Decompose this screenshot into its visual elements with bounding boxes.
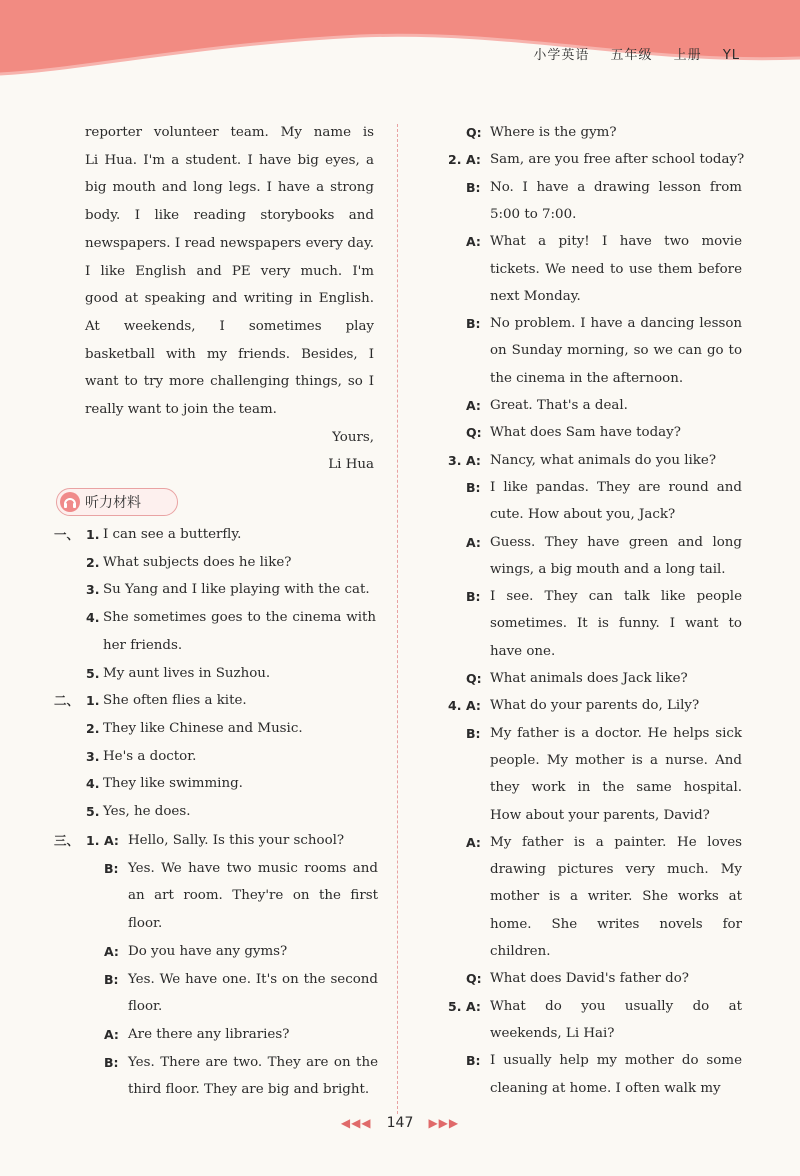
- letter-line: At weekends, I sometimes play: [85, 318, 374, 334]
- prev-arrows-icon: ◀◀◀: [340, 1116, 372, 1130]
- item-number: 2.: [86, 554, 100, 570]
- letter-closing: Yours,: [332, 429, 374, 445]
- speaker-label: A:: [466, 698, 481, 714]
- dialog-text: tickets. We need to use them before: [490, 261, 742, 277]
- dialog-text: sometimes. It is funny. I want to: [490, 616, 742, 632]
- dialog-text: wings, a big mouth and a long tail.: [490, 561, 726, 577]
- dialog-number: 3.: [448, 452, 462, 468]
- item-text: He's a doctor.: [103, 748, 197, 764]
- dialog-text: I see. They can talk like people: [490, 589, 742, 605]
- speaker-label: A:: [104, 1026, 119, 1042]
- speaker-label: B:: [466, 1053, 481, 1069]
- dialog-text: How about your parents, David?: [490, 807, 710, 823]
- dialog-text: an art room. They're on the first: [128, 888, 378, 904]
- speaker-label: B:: [104, 1054, 119, 1070]
- dialog-text: What do you usually do at: [490, 998, 742, 1014]
- letter-line: Li Hua. I'm a student. I have big eyes, a: [85, 152, 374, 168]
- speaker-label: A:: [466, 998, 481, 1014]
- dialog-text: cute. How about you, Jack?: [490, 507, 676, 523]
- speaker-label: A:: [104, 943, 119, 959]
- dialog-text: weekends, Li Hai?: [490, 1025, 615, 1041]
- part-two-label: 二、: [54, 693, 80, 709]
- dialog-text: have one.: [490, 643, 556, 659]
- item-text: Yes, he does.: [103, 804, 191, 819]
- letter-line: basketball with my friends. Besides, I: [85, 346, 374, 362]
- dialog-text: cleaning at home. I often walk my: [490, 1080, 721, 1096]
- item-number: 3.: [86, 582, 100, 598]
- header-subject: 小学英语: [533, 48, 590, 63]
- part-three-label: 三、: [54, 833, 80, 848]
- dialog-text: drawing pictures very much. My: [490, 862, 742, 878]
- dialog-text: What does Sam have today?: [490, 425, 681, 441]
- letter-line: newspapers. I read newspapers every day.: [85, 235, 374, 251]
- section-title: 听力材料: [85, 495, 141, 511]
- dialog-text: Where is the gym?: [490, 125, 617, 140]
- dialog-text: 5:00 to 7:00.: [490, 206, 577, 222]
- dialog-text: What does David's father do?: [490, 971, 689, 987]
- next-arrows-icon: ▶▶▶: [428, 1116, 460, 1130]
- item-number: 4.: [86, 776, 100, 792]
- dialog-text: mother is a writer. She works at: [490, 889, 742, 905]
- dialog-text: What animals does Jack like?: [490, 671, 688, 686]
- dialog-text: No. I have a drawing lesson from: [490, 179, 742, 195]
- dialog-text: on Sunday morning, so we can go to: [490, 343, 742, 359]
- column-divider: [397, 124, 398, 1114]
- dialog-text: Yes. We have one. It's on the second: [128, 971, 378, 987]
- item-text: Su Yang and I like playing with the cat.: [103, 582, 370, 598]
- dialog-text: they work in the same hospital.: [490, 780, 742, 796]
- header-volume: 上册: [673, 48, 702, 63]
- dialog-text: Sam, are you free after school today?: [490, 152, 745, 168]
- dialog-text: Great. That's a deal.: [490, 398, 628, 413]
- dialog-text: Yes. There are two. They are on the: [128, 1054, 378, 1070]
- dialog-text: I like pandas. They are round and: [490, 479, 742, 495]
- dialog-number: 2.: [448, 152, 462, 168]
- speaker-label: B:: [466, 589, 481, 605]
- speaker-label: Q:: [466, 671, 482, 686]
- item-number: 1.: [86, 693, 100, 709]
- speaker-label: A:: [466, 834, 481, 850]
- dialog-text: No problem. I have a dancing lesson: [490, 316, 742, 332]
- item-text: I can see a butterfly.: [103, 527, 242, 542]
- speaker-label: A:: [466, 534, 481, 550]
- letter-line: big mouth and long legs. I have a strong: [85, 180, 374, 196]
- dialog-text: home. She writes novels for: [490, 916, 742, 932]
- dialog-text: Hello, Sally. Is this your school?: [128, 833, 345, 848]
- letter-line: body. I like reading storybooks and: [85, 208, 374, 224]
- speaker-label: Q:: [466, 425, 482, 441]
- letter-line: really want to join the team.: [85, 402, 277, 417]
- speaker-label: A:: [466, 398, 481, 413]
- speaker-label: B:: [466, 479, 481, 495]
- speaker-label: B:: [104, 971, 119, 987]
- dialog-number: 1.: [86, 833, 100, 848]
- dialog-text: Are there any libraries?: [128, 1026, 290, 1042]
- dialog-text: Nancy, what animals do you like?: [490, 452, 716, 468]
- speaker-label: B:: [104, 860, 119, 876]
- part-one-label: 一、: [54, 527, 80, 542]
- speaker-label: A:: [466, 452, 481, 468]
- dialog-text: next Monday.: [490, 288, 581, 304]
- dialog-text: Guess. They have green and long: [490, 534, 742, 550]
- item-number: 2.: [86, 720, 100, 736]
- dialog-number: 4.: [448, 698, 462, 714]
- page-number: 147: [386, 1115, 414, 1131]
- dialog-text: Do you have any gyms?: [128, 943, 288, 959]
- footer: [0, 1112, 800, 1131]
- item-number: 4.: [86, 610, 100, 626]
- speaker-label: B:: [466, 725, 481, 741]
- dialog-text: children.: [490, 944, 551, 959]
- item-number: 5.: [86, 804, 100, 819]
- letter-signature: Li Hua: [328, 457, 374, 473]
- speaker-label: B:: [466, 179, 481, 195]
- header-grade: 五年级: [610, 48, 653, 63]
- item-text: She often flies a kite.: [103, 693, 247, 709]
- speaker-label: A:: [466, 152, 481, 168]
- listening-section-tag: [56, 488, 178, 516]
- speaker-label: Q:: [466, 971, 482, 987]
- dialog-text: floor.: [128, 916, 163, 932]
- item-text: What subjects does he like?: [103, 554, 292, 570]
- letter-line: I like English and PE very much. I'm: [85, 263, 374, 279]
- speaker-label: A:: [104, 833, 119, 848]
- item-number: 5.: [86, 665, 100, 681]
- dialog-text: Yes. We have two music rooms and: [128, 860, 378, 876]
- item-number: 1.: [86, 527, 100, 542]
- dialog-text: third floor. They are big and bright.: [128, 1082, 370, 1098]
- item-text: They like Chinese and Music.: [103, 720, 303, 736]
- dialog-text: people. My mother is a nurse. And: [490, 752, 742, 768]
- item-number: 3.: [86, 748, 100, 764]
- dialog-number: 5.: [448, 998, 462, 1014]
- speaker-label: A:: [466, 234, 481, 250]
- letter-line: good at speaking and writing in English.: [85, 291, 374, 307]
- speaker-label: B:: [466, 316, 481, 332]
- dialog-text: What do your parents do, Lily?: [490, 698, 700, 714]
- dialog-text: My father is a doctor. He helps sick: [490, 725, 742, 741]
- item-text: My aunt lives in Suzhou.: [103, 665, 271, 681]
- letter-line: reporter volunteer team. My name is: [85, 125, 374, 140]
- headphones-icon: [60, 492, 80, 512]
- item-text: They like swimming.: [103, 776, 243, 792]
- header-title: [523, 44, 740, 63]
- dialog-text: floor.: [128, 999, 163, 1015]
- dialog-text: My father is a painter. He loves: [490, 834, 742, 850]
- item-text: She sometimes goes to the cinema with: [103, 610, 376, 626]
- header-band: [0, 0, 800, 80]
- header-edition: YL: [722, 48, 740, 63]
- item-text: her friends.: [103, 637, 183, 653]
- dialog-text: I usually help my mother do some: [490, 1053, 742, 1069]
- letter-line: want to try more challenging things, so I: [85, 374, 374, 390]
- dialog-text: the cinema in the afternoon.: [490, 370, 684, 386]
- dialog-text: What a pity! I have two movie: [490, 234, 742, 250]
- speaker-label: Q:: [466, 125, 482, 140]
